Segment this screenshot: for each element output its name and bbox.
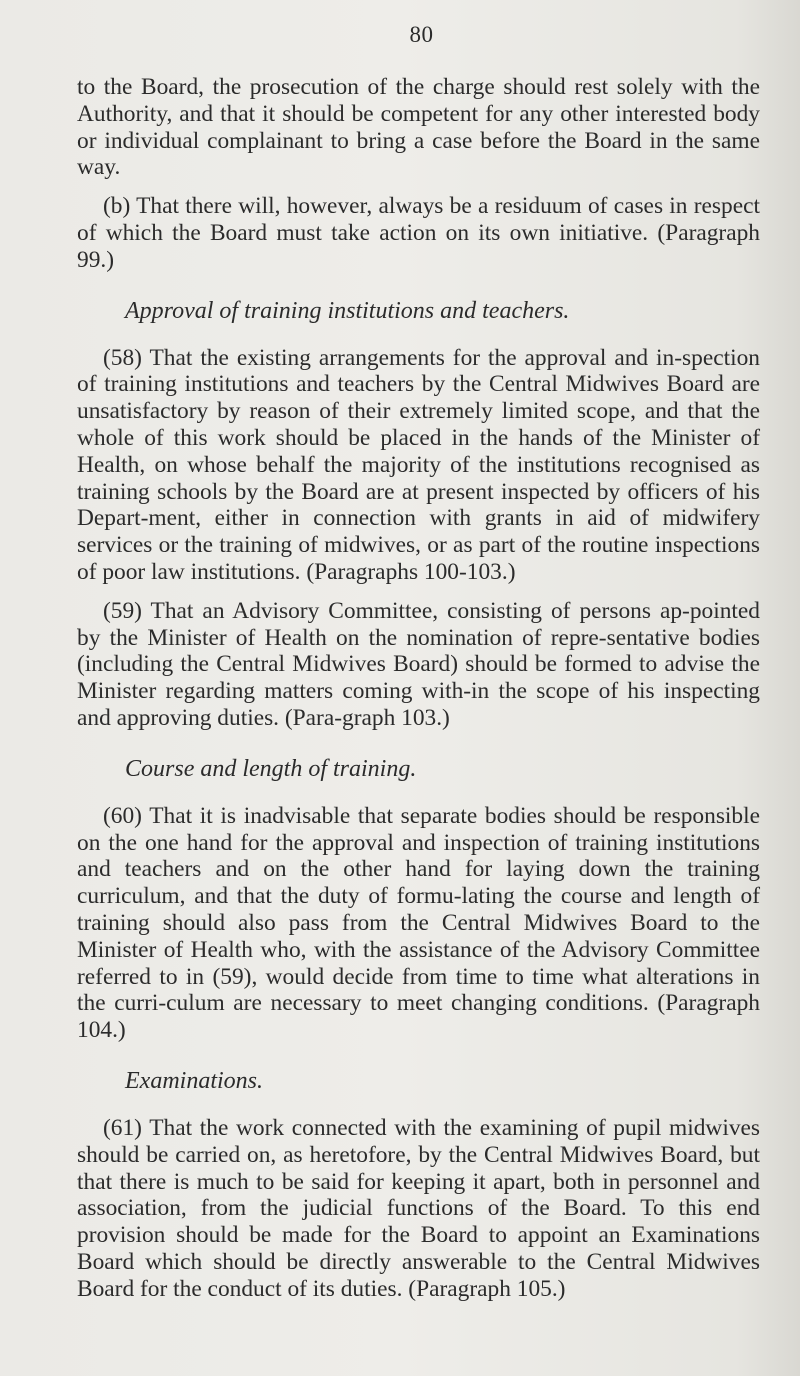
paragraph-58: (58) That the existing arrangements for the approval and in-spection of training institutions and teachers by the Central Midwives Board are unsatisfactory by reason of their extremely limited scope, and that the whole of this work should be placed in the hands of the Minister of Health, on whose behalf the majority of the institutions recognised as training schools by the Board are at present inspected by officers of his Depart-ment, either in connection with grants in aid of midwifery services or the training of midwives, or as part of the routine inspections of poor law institutions. (Paragraphs 100-103.) [77, 344, 760, 585]
intro-paragraph: to the Board, the prosecution of the charge should rest solely with the Authority, and that it should be competent for any other interested body or individual complainant to bring a case before the Board in the same way. [77, 74, 760, 181]
paragraph-61: (61) That the work connected with the examining of pupil midwives should be carried on, as heretofore, by the Central Midwives Board, but that there is much to be said for keeping it apart, both in personnel and association, from the judicial functions of the Board. To this end provision should be made for the Board to appoint an Examinations Board which should be directly answerable to the Central Midwives Board for the conduct of its duties. (Paragraph 105.) [77, 1114, 760, 1302]
page-number: 80 [409, 22, 434, 47]
heading-course-and-length: Course and length of training. [125, 755, 417, 782]
paragraph-60: (60) That it is inadvisable that separate bodies should be responsible on the one hand for the approval and inspection of training institutions and teachers and on the other hand for laying down the training curriculum, and that the duty of formu-lating the course and length of training should also pass from the Central Midwives Board to the Minister of Health who, with the assistance of the Advisory Committee referred to in (59), would decide from time to time what alterations in the curri-culum are necessary to meet changing conditions. (Paragraph 104.) [77, 802, 760, 1044]
heading-approval-of-training: Approval of training institutions and teachers. [125, 297, 570, 324]
paragraph-59: (59) That an Advisory Committee, consisting of persons ap-pointed by the Minister of Health on the nomination of repre-sentative bodies (including the Central Midwives Board) should be formed to advise the Minister regarding matters coming with-in the scope of his inspecting and approving duties. (Para-graph 103.) [77, 597, 760, 731]
heading-examinations: Examinations. [125, 1067, 263, 1094]
paragraph-b: (b) That there will, however, always be a residuum of cases in respect of which the Board must take action on its own initiative. (Paragraph 99.) [77, 193, 760, 273]
